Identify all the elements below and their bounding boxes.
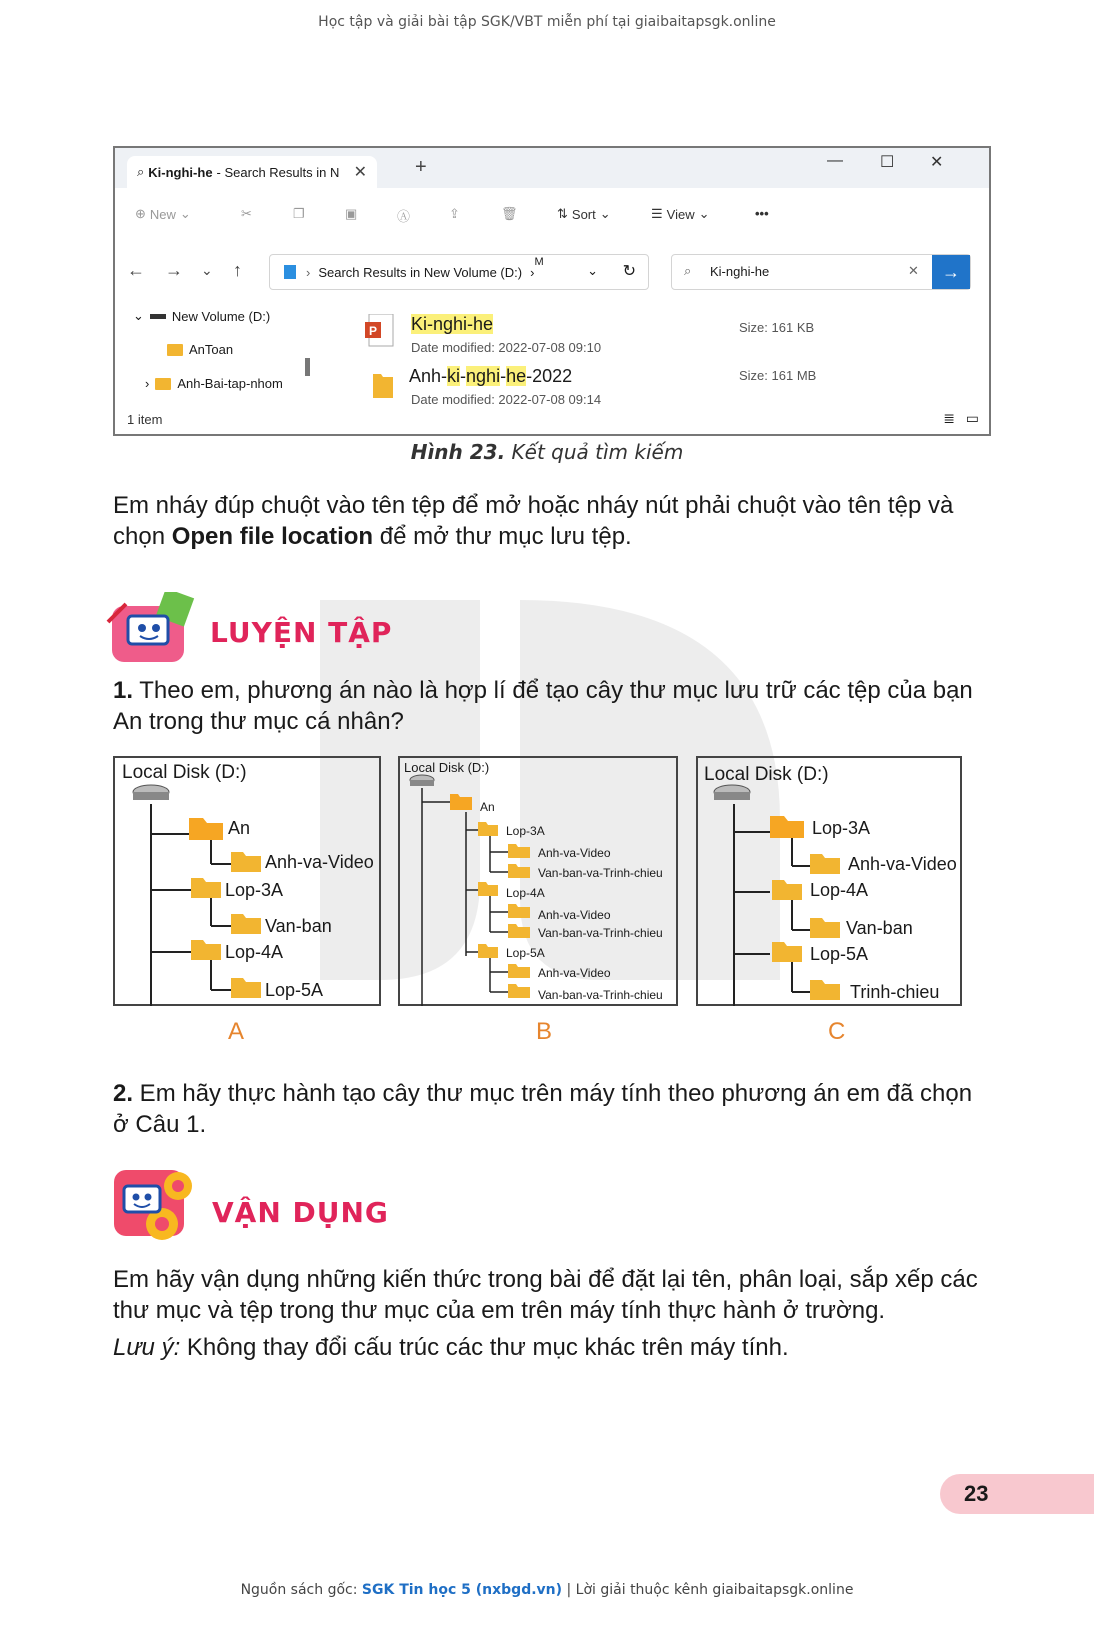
folder-label: Trinh-chieu [850, 982, 940, 1002]
chevron-down-icon: ⌄ [179, 206, 191, 221]
folder-label: Lop-5A [810, 944, 869, 964]
clear-search-icon[interactable]: ✕ [908, 263, 919, 278]
folder-label: Van-ban-va-Trinh-chieu [538, 926, 663, 940]
arrow-right-icon: → [942, 261, 960, 282]
option-a-label: A [228, 1018, 245, 1045]
result-name[interactable]: Anh-ki-nghi-he-2022 [409, 366, 573, 386]
copy-icon[interactable]: ❐ [293, 206, 305, 221]
plus-icon: ⊕ [135, 206, 146, 221]
drive-icon [150, 314, 166, 319]
status-bar-count: 1 item [127, 412, 163, 427]
option-c-root: Local Disk (D:) [704, 764, 829, 785]
close-tab-icon[interactable]: ✕ [353, 164, 367, 181]
breadcrumb-chevron-icon: › [530, 264, 535, 280]
figure-caption: Hình 23. Kết quả tìm kiếm [410, 440, 684, 464]
cut-icon[interactable]: ✂ [241, 206, 252, 221]
apply-note: Lưu ý: Không thay đổi cấu trúc các thư mục khác trên máy tính. [113, 1334, 789, 1361]
explorer-window [113, 146, 991, 436]
new-button[interactable]: ⊕ New ⌄ [135, 206, 191, 222]
close-window-icon[interactable]: ✕ [930, 154, 944, 171]
chevron-right-icon: › [145, 376, 150, 391]
folder-label: Lop-4A [506, 886, 545, 900]
result-size: Size: 161 MB [739, 368, 817, 383]
nav-item-new-volume[interactable]: ⌄ New Volume (D:) [133, 308, 271, 324]
result-date: Date modified: 2022-07-08 09:10 [411, 340, 602, 355]
folder-label: Van-ban-va-Trinh-chieu [538, 988, 663, 1002]
search-location-icon [284, 265, 296, 279]
breadcrumb-chevron-icon: › [306, 264, 311, 280]
search-box[interactable] [671, 254, 971, 290]
folder-label: Van-ban [265, 916, 332, 936]
search-icon: ⌕ [137, 164, 145, 179]
option-c-label: C [828, 1018, 846, 1045]
maximize-icon[interactable]: ☐ [880, 154, 895, 171]
option-b-label: B [536, 1018, 553, 1045]
powerpoint-file-icon [365, 314, 395, 348]
drive-icon [714, 785, 750, 800]
sort-button[interactable]: ⇅ Sort ⌄ [557, 206, 611, 222]
chevron-down-icon: ⌄ [133, 308, 144, 323]
svg-text:P: P [369, 324, 378, 338]
tab-title: - Search Results in N [216, 164, 340, 180]
apply-title: VẬN DỤNG [212, 1196, 389, 1229]
folder-label: Lop-3A [506, 824, 545, 838]
practice-mascot-icon [104, 592, 200, 668]
back-icon[interactable]: ← [127, 260, 145, 280]
tab-title-bold: Ki-nghi-he [148, 164, 213, 180]
folder-icon [155, 378, 171, 390]
rename-icon[interactable]: Ⓐ [397, 209, 411, 224]
tab-search-results[interactable] [127, 156, 377, 188]
folder-label: An [480, 800, 495, 814]
folder-label: Anh-va-Video [848, 854, 957, 874]
address-row [115, 246, 989, 292]
option-b-root: Local Disk (D:) [404, 760, 490, 775]
command-bar [115, 192, 989, 238]
address-bar[interactable] [269, 254, 649, 290]
folder-icon [167, 344, 183, 356]
nav-scrollbar[interactable] [305, 358, 310, 376]
search-icon: ⌕ [684, 263, 692, 278]
nav-item-anh-bai-tap-nhom[interactable]: › Anh-Bai-tap-nhom [145, 376, 283, 391]
drive-icon [133, 785, 169, 800]
folder-label: Van-ban-va-Trinh-chieu [538, 866, 663, 880]
result-size: Size: 161 KB [739, 320, 815, 335]
apply-text: Em hãy vận dụng những kiến thức trong bài để đặt lại tên, phân loại, sắp xếp các thư mục và tệp trong thư mục của em trên máy tính thực hành ở trường. [113, 1266, 978, 1324]
folder-label: An [228, 818, 251, 838]
page-number: 23 [940, 1474, 1094, 1514]
tab-bar [115, 148, 989, 188]
view-icon: ☰ [651, 206, 663, 221]
header-note: Học tập và giải bài tập SGK/VBT miễn phí tại giaibaitapsgk.online [318, 14, 776, 30]
folder-label: Lop-5A [265, 980, 324, 1000]
folder-label: Lop-4A [225, 942, 284, 962]
result-item[interactable] [371, 370, 395, 405]
search-input[interactable]: Ki-nghi-he [710, 264, 770, 279]
chevron-down-icon[interactable]: ⌄ [587, 263, 598, 278]
folder-icon [371, 370, 395, 400]
apply-mascot-icon [110, 1164, 200, 1244]
folder-label: Anh-va-Video [538, 966, 611, 980]
up-icon[interactable]: ↑ [233, 260, 242, 280]
forward-icon[interactable]: → [165, 260, 183, 280]
paragraph-open-file: Em nháy đúp chuột vào tên tệp để mở hoặc nháy nút phải chuột vào tên tệp và chọn Open file location để mở thư mục lưu tệp. [113, 492, 954, 550]
nav-item-antoan[interactable]: AnToan [167, 342, 233, 357]
tiles-view-icon[interactable]: ▭ [965, 410, 979, 426]
folder-label: Anh-va-Video [265, 852, 374, 872]
address-suffix: M [534, 256, 544, 268]
folder-label: Lop-3A [225, 880, 284, 900]
more-options-button[interactable]: ••• [755, 206, 769, 221]
folder-label: Lop-5A [506, 946, 545, 960]
folder-label: Van-ban [846, 918, 913, 938]
practice-title: LUYỆN TẬP [210, 616, 393, 649]
question-1: 1. Theo em, phương án nào là hợp lí để tạo cây thư mục lưu trữ các tệp của bạn An trong thư mục cá nhân? [113, 677, 973, 735]
source-link[interactable]: SGK Tin học 5 (nxbgd.vn) [361, 1582, 563, 1598]
minimize-icon[interactable]: — [827, 152, 843, 169]
share-icon[interactable]: ⇪ [449, 206, 460, 221]
chevron-down-icon: ⌄ [698, 206, 710, 221]
recent-chevron-icon[interactable]: ⌄ [201, 262, 213, 278]
folder-label: Lop-3A [812, 818, 871, 838]
delete-icon[interactable]: 🗑 [501, 206, 518, 221]
address-text: Search Results in New Volume (D:) [318, 264, 523, 280]
result-item[interactable] [365, 314, 395, 353]
refresh-icon[interactable]: ↻ [622, 263, 636, 280]
folder-label: Anh-va-Video [538, 846, 611, 860]
question-2: 2. Em hãy thực hành tạo cây thư mục trên máy tính theo phương án em đã chọn ở Câu 1. [113, 1080, 973, 1138]
view-button[interactable]: ☰ View ⌄ [651, 206, 710, 222]
folder-label: Lop-4A [810, 880, 869, 900]
folder-label: Anh-va-Video [538, 908, 611, 922]
new-tab-icon[interactable]: + [415, 156, 427, 178]
details-view-icon[interactable]: ≣ [943, 410, 955, 426]
chevron-down-icon: ⌄ [599, 206, 611, 221]
search-go-button[interactable] [932, 255, 970, 289]
sort-icon: ⇅ [557, 206, 568, 221]
result-name[interactable]: Ki-nghi-he [411, 314, 494, 334]
paste-icon[interactable]: ▣ [345, 206, 358, 221]
footer-note: Nguồn sách gốc: SGK Tin học 5 (nxbgd.vn) | Lời giải thuộc kênh giaibaitapsgk.online [240, 1582, 854, 1598]
option-a-root: Local Disk (D:) [122, 762, 247, 783]
result-date: Date modified: 2022-07-08 09:14 [411, 392, 602, 407]
drive-icon [410, 775, 434, 786]
